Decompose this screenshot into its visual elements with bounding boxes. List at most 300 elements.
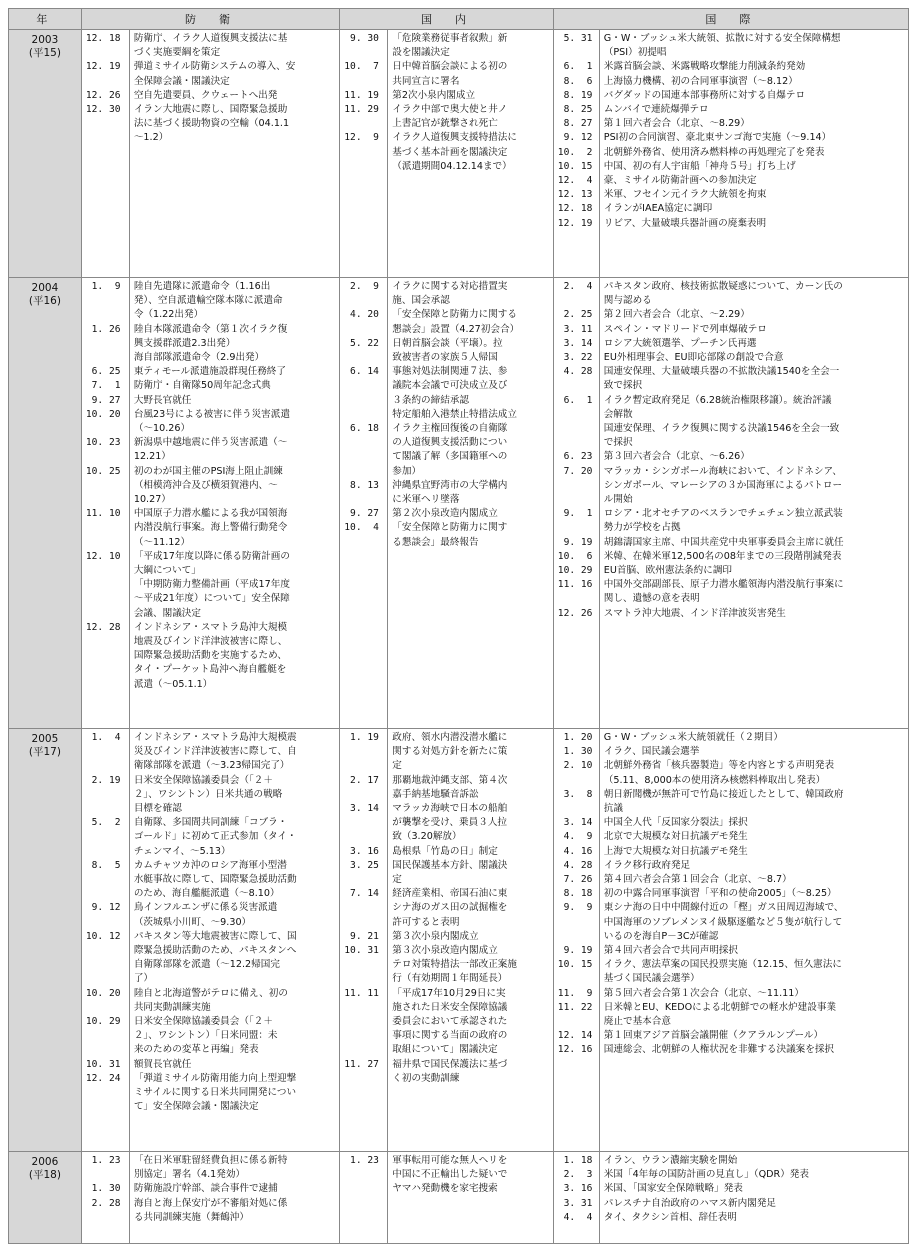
event-date: 10. 7 xyxy=(344,61,379,73)
event-row xyxy=(554,1197,908,1211)
event-row xyxy=(554,958,908,986)
event-date: 12. 18 xyxy=(85,33,121,44)
event-row xyxy=(554,160,908,174)
event-text: イラク主権回復後の自衛隊 の人道復興支援活動につい て閣議了解（多国籍軍への 参加） xyxy=(392,423,508,477)
event-row xyxy=(554,1029,908,1043)
event-date: 11. 9 xyxy=(557,987,593,999)
event-row xyxy=(554,1211,908,1225)
year-block-2004 xyxy=(8,278,909,729)
event-row xyxy=(554,103,908,117)
event-text: 防衛庁・自衛隊50周年記念式典 xyxy=(133,380,271,392)
event-row xyxy=(340,944,553,987)
event-date: 12. 28 xyxy=(85,621,121,633)
event-row xyxy=(554,465,908,508)
event-text: 初のわが国主催のPSI海上阻止訓練 （相模湾沖合及び横須賀港内、～ 10.27） xyxy=(133,465,283,506)
event-row xyxy=(554,351,908,365)
event-row xyxy=(340,32,553,60)
event-date: 12. 19 xyxy=(85,61,121,73)
event-text: 第３次小泉改造内閣成立 テロ対策特措法一部改正案施 行（有効期間１年間延長） xyxy=(392,945,517,985)
event-date: 2. 19 xyxy=(85,774,121,786)
event-date: 6. 14 xyxy=(344,366,379,378)
era-label: (平15) xyxy=(28,47,61,59)
event-text: 福井県で国民保護法に基づ く初の実動訓練 xyxy=(392,1058,508,1084)
event-row xyxy=(82,323,339,366)
event-date: 2. 3 xyxy=(557,1169,593,1181)
event-row xyxy=(554,607,908,621)
event-text: 防衛庁、イラク人道復興支援法に基 づく実施要綱を策定 xyxy=(133,33,288,59)
event-row xyxy=(554,188,908,202)
event-row xyxy=(82,816,339,859)
date-divider xyxy=(129,278,130,728)
event-row xyxy=(554,174,908,188)
event-text: 第１回六者会合（北京、～8.29） xyxy=(603,118,750,130)
event-row xyxy=(554,873,908,887)
event-date: 3. 11 xyxy=(557,323,593,335)
domestic-column xyxy=(340,30,554,277)
event-text: バグダッドの国連本部事務所に対する自爆テロ xyxy=(603,89,806,101)
event-text: 新潟県中越地震に伴う災害派遣（～ 12.21） xyxy=(133,437,288,463)
event-text: イラク、憲法草案の国民投票実施（12.15、恒久憲法に 基づく国民議会選挙） xyxy=(603,959,842,985)
header-international: 国 際 xyxy=(705,13,757,26)
event-row xyxy=(82,621,339,692)
event-row xyxy=(340,422,553,479)
event-row xyxy=(340,365,553,422)
event-date: 12. 13 xyxy=(557,189,593,201)
event-text: 東ティモール派遣施設群現任務終了 xyxy=(133,366,286,378)
event-date: 9. 30 xyxy=(344,33,379,44)
event-row xyxy=(82,930,339,987)
event-date: 8. 5 xyxy=(85,859,121,871)
event-text: 初の中露合同軍事演習「平和の使命2005」（～8.25） xyxy=(603,888,837,900)
event-text: 「安全保障と防衛力に関す る懇談会」最終報告 xyxy=(392,522,508,548)
event-text: パレスチナ自治政府のハマス新内閣発足 xyxy=(603,1197,777,1209)
event-row xyxy=(340,1154,553,1197)
event-row xyxy=(82,1154,339,1182)
event-row xyxy=(554,845,908,859)
event-date: 7. 26 xyxy=(557,874,593,886)
event-text: 東シナ海の日中中間線付近の「樫」ガス田周辺海域で、 中国海軍のソブレメンヌイ級駆逐艦など５隻が航行して いるのを海自P－3Cが確認 xyxy=(603,902,844,942)
event-text: 上海協力機構、初の合同軍事演習（～8.12） xyxy=(603,75,798,87)
event-date: 9. 12 xyxy=(557,132,593,144)
event-text: マラッカ・シンガポール海峡において、インドネシア、 シンガポール、マレーシアの３か国海軍によるパトロー ル開始 xyxy=(603,465,843,506)
event-row xyxy=(554,1154,908,1168)
event-row xyxy=(554,32,908,60)
event-date: 2. 28 xyxy=(85,1197,121,1209)
event-date: 6. 1 xyxy=(557,61,593,73)
event-text: 上海で大規模な対日抗議デモ発生 xyxy=(603,845,748,857)
event-text: タイ、タクシン首相、辞任表明 xyxy=(603,1211,737,1223)
date-divider xyxy=(599,278,600,728)
event-text: 政府、領水内潜没潜水艦に 関する対処方針を新たに策 定 xyxy=(392,732,508,772)
event-text: 陸自と北海道警がテロに備え、初の 共同実動訓練実施 xyxy=(133,987,288,1013)
event-date: 12. 4 xyxy=(557,175,593,187)
event-text: イラク暫定政府発足（6.28統治権限移譲）。統治評議 会解散 国連安保理、イラク復興に関する決議1546を全会一致 で採択 xyxy=(603,394,840,449)
event-text: EU首脳、欧州憲法条約に調印 xyxy=(603,565,733,577)
event-text: 台風23号による被害に伴う災害派遣 （～10.26） xyxy=(133,408,290,435)
header-domestic: 国 内 xyxy=(340,9,554,29)
event-text: 第３次小泉内閣成立 xyxy=(392,930,479,942)
event-date: 12. 30 xyxy=(85,104,121,116)
event-text: ロシア・北オセチアのベスランでチェチェン独立派武装 勢力が学校を占拠 xyxy=(603,508,843,534)
event-date: 9. 19 xyxy=(557,536,593,548)
event-text: 「安全保障と防衛力に関する 懇談会」設置（4.27初会合） xyxy=(392,309,520,335)
event-row xyxy=(554,146,908,160)
event-row xyxy=(340,1058,553,1086)
event-date: 4. 28 xyxy=(557,859,593,871)
year-label: 2003 xyxy=(31,34,59,46)
event-text: 第３回六者会合（北京、～6.26） xyxy=(603,451,750,463)
event-row xyxy=(554,217,908,231)
event-text: カムチャツカ沖のロシア海軍小型潜 水艇事故に際して、国際緊急援助活動 のため、海自艦艇派遣（～8.10） xyxy=(133,859,297,900)
event-text: 国連安保理、大量破壊兵器の不拡散決議1540を全会一 致で採択 xyxy=(603,366,840,392)
event-text: 第４回六者会合第１回会合（北京、～8.7） xyxy=(603,874,792,886)
event-row xyxy=(82,32,339,60)
event-text: 第２回六者会合（北京、～2.29） xyxy=(603,309,750,321)
event-date: 3. 8 xyxy=(557,788,593,800)
event-date: 9. 19 xyxy=(557,945,593,957)
event-text: 軍事転用可能な無人ヘリを 中国に不正輸出した疑いで ヤマハ発動機を家宅捜索 xyxy=(392,1155,508,1195)
event-date: 5. 2 xyxy=(85,817,121,829)
event-date: 12. 16 xyxy=(557,1044,593,1056)
year-block-2005 xyxy=(8,729,909,1152)
event-text: G・W・ブッシュ米大統領就任（２期目） xyxy=(603,732,783,743)
event-text: イラン、ウラン濃縮実験を開始 xyxy=(603,1155,738,1166)
event-date: 3. 16 xyxy=(557,1183,593,1195)
event-row xyxy=(340,930,553,944)
event-text: 空自先遣要員、クウェートへ出発 xyxy=(133,89,278,101)
event-row xyxy=(340,859,553,887)
event-date: 10. 29 xyxy=(557,565,593,577)
event-text: 事態対処法制関連７法、参 議院本会議で可決成立及び ３条約の締結承認 特定船舶入港禁止特措法成立 xyxy=(392,366,517,420)
event-date: 3. 14 xyxy=(557,817,593,829)
international-column xyxy=(554,729,908,1151)
event-row xyxy=(82,465,339,508)
event-date: 4. 16 xyxy=(557,845,593,857)
event-date: 8. 18 xyxy=(557,888,593,900)
event-text: 日米安全保障協議委員会（「２＋ ２」、ワシントン）「日米同盟：未 来のための変革と再編」発表 xyxy=(133,1016,278,1056)
event-text: 米国、「国家安全保障戦略」発表 xyxy=(603,1183,743,1195)
event-text: イラク人道復興支援特措法に 基づく基本計画を閣議決定 （派遣期間04.12.14まで） xyxy=(392,132,517,172)
event-date: 9. 27 xyxy=(85,394,121,406)
event-row xyxy=(554,816,908,830)
event-date: 1. 30 xyxy=(85,1183,121,1195)
event-text: 島根県「竹島の日」制定 xyxy=(392,845,498,857)
event-date: 2. 17 xyxy=(344,774,379,786)
event-row xyxy=(554,507,908,535)
event-text: 日朝首脳会談（平壌）。拉 致被害者の家族５人帰国 xyxy=(392,337,503,364)
event-date: 2. 10 xyxy=(557,760,593,772)
event-row xyxy=(82,1182,339,1196)
defense-column xyxy=(82,30,340,277)
event-date: 12. 19 xyxy=(557,217,593,229)
event-date: 6. 25 xyxy=(85,366,121,378)
event-row xyxy=(82,280,339,323)
date-divider xyxy=(129,30,130,277)
event-row xyxy=(554,131,908,145)
event-date: 1. 26 xyxy=(85,323,121,335)
event-date: 1. 20 xyxy=(557,732,593,743)
event-text: 自衛隊、多国間共同訓練「コブラ・ ゴールド」に初めて正式参加（タイ・ チェンマイ、～5.13） xyxy=(133,817,297,857)
event-date: 10. 31 xyxy=(85,1058,121,1070)
event-text: イラン大地震に際し、国際緊急援助 法に基づく援助物資の空輸（04.1.1 ～1.2） xyxy=(133,104,290,144)
event-row xyxy=(340,479,553,507)
event-text: 米国「4年毎の国防計画の見直し」（QDR）発表 xyxy=(603,1169,809,1181)
event-date: 10. 25 xyxy=(85,465,121,477)
year-label: 2006 xyxy=(31,1156,59,1168)
international-column xyxy=(554,278,908,728)
date-divider xyxy=(599,30,600,277)
event-date: 11. 16 xyxy=(557,579,593,591)
event-date: 4. 9 xyxy=(557,831,593,843)
event-date: 3. 14 xyxy=(557,337,593,349)
event-text: 北朝鮮外務省「核兵器製造」等を内容とする声明発表 （5.11、8,000本の使用済み核燃料棒取出し発表） xyxy=(603,760,835,786)
event-row xyxy=(82,436,339,464)
event-row xyxy=(554,1182,908,1196)
event-text: パキスタン等大地震被害に際して、国 際緊急援助活動のため、パキスタンへ 自衛隊部隊を派遣（～12.2帰国完 了） xyxy=(133,930,297,985)
year-cell xyxy=(9,30,82,277)
event-date: 5. 31 xyxy=(557,33,593,44)
era-label: (平16) xyxy=(28,295,61,307)
event-text: 日米韓とEU、KEDOによる北朝鮮での軽水炉建設事業 廃止で基本合意 xyxy=(603,1001,837,1028)
event-date: 3. 16 xyxy=(344,845,379,857)
event-row xyxy=(82,774,339,817)
event-text: 中国原子力潜水艦による我が国領海 内潜没航行事案。海上警備行動発令 （～11.12） xyxy=(133,508,288,548)
event-row xyxy=(554,536,908,550)
event-date: 10. 4 xyxy=(344,522,379,534)
event-row xyxy=(554,550,908,564)
event-text: EU外相理事会、EU即応部隊の創設で合意 xyxy=(603,352,784,364)
event-text: 日中韓首脳会談による初の 共同宣言に署名 xyxy=(392,61,508,87)
event-date: 12. 14 xyxy=(557,1030,593,1042)
event-date: 7. 1 xyxy=(85,380,121,392)
event-text: 第２次小泉改造内閣成立 xyxy=(392,508,498,520)
event-date: 10. 12 xyxy=(85,930,121,942)
event-text: 日米安全保障協議委員会（「２＋ ２」、ワシントン）日米共通の戦略 目標を確認 xyxy=(133,774,283,815)
event-date: 11. 11 xyxy=(344,987,379,999)
event-row xyxy=(340,507,553,521)
year-label: 2004 xyxy=(31,282,59,294)
event-row xyxy=(554,60,908,74)
event-text: 陸自先遣隊に派遣命令（1.16出 発）、空自派遣輸空隊本隊に派遣命 令（1.22出発） xyxy=(133,281,283,321)
event-text: PSI初の合同演習、豪北東サンゴ海で実施（～9.14） xyxy=(603,132,832,144)
event-row xyxy=(554,987,908,1001)
event-date: 4. 28 xyxy=(557,366,593,378)
event-date: 3. 31 xyxy=(557,1197,593,1209)
event-text: 中国外交部副部長、原子力潜水艦領海内潜没航行事案に 関し、遺憾の意を表明 xyxy=(603,579,844,605)
event-text: 第５回六者会合第１次会合（北京、～11.11） xyxy=(603,987,804,999)
event-date: 11. 22 xyxy=(557,1001,593,1013)
event-date: 12. 9 xyxy=(344,132,379,144)
event-date: 3. 25 xyxy=(344,859,379,871)
event-row xyxy=(554,887,908,901)
era-label: (平17) xyxy=(28,746,61,758)
event-row xyxy=(82,859,339,902)
date-divider xyxy=(129,1152,130,1243)
event-row xyxy=(554,1168,908,1182)
event-text: イランがIAEA協定に調印 xyxy=(603,203,713,215)
event-row xyxy=(340,731,553,774)
event-row xyxy=(340,887,553,930)
event-row xyxy=(82,731,339,774)
domestic-column xyxy=(340,278,554,728)
event-text: 陸自本隊派遣命令（第１次イラク復 興支援群派遣2.3出発） 海自部隊派遣命令（2.9出発） xyxy=(133,323,288,364)
event-text: リビア、大量破壊兵器計画の廃棄表明 xyxy=(603,217,767,229)
event-date: 9. 12 xyxy=(85,902,121,914)
event-text: 「危険業務従事者叙勲」新 設を閣議決定 xyxy=(392,33,508,59)
event-row xyxy=(82,379,339,393)
event-row xyxy=(554,75,908,89)
event-text: スマトラ沖大地震、インド洋津波災害発生 xyxy=(603,607,786,619)
event-row xyxy=(554,89,908,103)
event-text: 「弾道ミサイル防衛用能力向上型迎撃 ミサイルに関する日米共同開発につい て」安全保障会議・閣議決定 xyxy=(133,1072,297,1113)
event-row xyxy=(82,365,339,379)
event-text: 第１回東アジア首脳会議開催（クアラルンプール） xyxy=(603,1030,824,1042)
event-text: 朝日新聞機が無許可で竹島に接近したとして、韓国政府 抗議 xyxy=(603,788,844,815)
event-row xyxy=(82,1015,339,1058)
event-text: 北朝鮮外務省、使用済み燃料棒の再処理完了を発表 xyxy=(603,146,825,158)
domestic-column xyxy=(340,1152,554,1243)
event-row xyxy=(82,901,339,929)
event-row xyxy=(340,60,553,88)
year-cell xyxy=(9,729,82,1151)
event-date: 1. 9 xyxy=(85,281,121,292)
year-cell xyxy=(9,278,82,728)
event-row xyxy=(340,89,553,103)
date-divider xyxy=(387,278,388,728)
event-row xyxy=(554,308,908,322)
event-text: 米軍、フセイン元イラク大統領を拘束 xyxy=(603,189,767,201)
event-row xyxy=(554,202,908,216)
event-row xyxy=(82,550,339,621)
event-text: 胡錦濤国家主席、中国共産党中央軍事委員会主席に就任 xyxy=(603,536,844,548)
event-date: 8. 25 xyxy=(557,104,593,116)
event-text: マラッカ海峡で日本の船舶 が襲撃を受け、乗員３人拉 致（3.20解放） xyxy=(392,803,508,843)
event-row xyxy=(82,408,339,436)
event-date: 10. 2 xyxy=(557,146,593,158)
event-text: 那覇地裁沖縄支部、第４次 嘉手納基地騒音訴訟 xyxy=(392,774,508,800)
event-date: 8. 13 xyxy=(344,479,379,491)
event-text: 米韓、在韓米軍12,500名の08年までの三段階削減発表 xyxy=(603,550,842,562)
event-row xyxy=(554,1043,908,1057)
event-row xyxy=(340,131,553,174)
event-date: 2. 4 xyxy=(557,281,593,292)
event-row xyxy=(340,802,553,845)
event-date: 10. 29 xyxy=(85,1016,121,1028)
event-row xyxy=(340,280,553,308)
event-date: 9. 21 xyxy=(344,930,379,942)
date-divider xyxy=(599,1152,600,1243)
event-row xyxy=(340,987,553,1058)
event-row xyxy=(554,788,908,816)
event-date: 10. 20 xyxy=(85,408,121,420)
event-row xyxy=(554,731,908,745)
event-text: スペイン・マドリードで列車爆破テロ xyxy=(603,323,767,335)
event-date: 4. 4 xyxy=(557,1211,593,1223)
event-row xyxy=(340,103,553,131)
event-text: インドネシア・スマトラ島沖大規模 地震及びインド洋津波被害に際し、 国際緊急援助活動を実施するため、 タイ・プーケット島沖へ海自艦艇を 派遣（～05.1.1） xyxy=(133,621,288,690)
event-date: 7. 14 xyxy=(344,888,379,900)
event-date: 10. 15 xyxy=(557,959,593,971)
event-date: 10. 20 xyxy=(85,987,121,999)
event-text: G・W・ブッシュ米大統領、拡散に対する安全保障構想 （PSI）初提唱 xyxy=(603,33,841,59)
event-date: 6. 23 xyxy=(557,451,593,463)
event-row xyxy=(554,337,908,351)
event-row xyxy=(554,830,908,844)
event-row xyxy=(82,507,339,550)
event-text: 第2次小泉内閣成立 xyxy=(392,89,476,101)
event-date: 3. 22 xyxy=(557,352,593,364)
event-text: イラクに関する対応措置実 施、国会承認 xyxy=(392,281,508,307)
event-date: 10. 6 xyxy=(557,550,593,562)
date-divider xyxy=(387,1152,388,1243)
table-header xyxy=(8,8,909,30)
event-text: 防衛施設庁幹部、談合事件で逮捕 xyxy=(133,1183,278,1195)
date-divider xyxy=(599,729,600,1151)
year-block-2003 xyxy=(8,30,909,278)
header-defense: 防 衛 xyxy=(82,9,340,29)
event-row xyxy=(554,944,908,958)
year-cell xyxy=(9,1152,82,1243)
event-row xyxy=(82,1197,339,1225)
event-date: 12. 24 xyxy=(85,1072,121,1084)
event-date: 9. 27 xyxy=(344,508,379,520)
event-text: 沖縄県宜野湾市の大学構内 に米軍ヘリ墜落 xyxy=(392,479,508,506)
event-text: 北京で大規模な対日抗議デモ発生 xyxy=(603,831,748,843)
event-text: イラク中部で奥大使と井ノ 上書記官が銃撃され死亡 xyxy=(392,104,508,130)
domestic-column xyxy=(340,729,554,1151)
event-row xyxy=(340,308,553,336)
event-text: 「平成17年度以降に係る防衛計画の 大綱について」 「中期防衛力整備計画（平成17年度 ～平成21年度）について」安全保障 会議、閣議決定 xyxy=(133,550,290,619)
event-date: 8. 27 xyxy=(557,118,593,130)
event-date: 7. 20 xyxy=(557,465,593,477)
era-label: (平18) xyxy=(28,1169,61,1181)
event-date: 10. 15 xyxy=(557,160,593,172)
event-date: 11. 27 xyxy=(344,1058,379,1070)
event-row xyxy=(82,60,339,88)
defense-column xyxy=(82,729,340,1151)
event-text: ロシア大統領選挙、プーチン氏再選 xyxy=(603,337,757,349)
event-text: 「平成17年10月29日に実 施された日米安全保障協議 委員会において承認された 事項に関する当面の政府の 取組について」閣議決定 xyxy=(392,987,508,1056)
event-row xyxy=(554,901,908,944)
event-row xyxy=(554,450,908,464)
event-date: 1. 18 xyxy=(557,1155,593,1166)
event-date: 1. 4 xyxy=(85,732,121,743)
event-date: 2. 25 xyxy=(557,309,593,321)
event-text: ムンバイで連続爆弾テロ xyxy=(603,104,709,116)
year-label: 2005 xyxy=(31,733,59,745)
event-date: 12. 26 xyxy=(85,89,121,101)
event-date: 11. 10 xyxy=(85,508,121,520)
event-text: 弾道ミサイル防衛システムの導入、安 全保障会議・閣議決定 xyxy=(133,61,296,87)
event-date: 5. 22 xyxy=(344,337,379,349)
event-row xyxy=(82,987,339,1015)
event-text: パキスタン政府、核技術拡散疑惑について、カーン氏の 関与認める xyxy=(603,281,843,307)
event-date: 12. 26 xyxy=(557,607,593,619)
event-row xyxy=(82,394,339,408)
event-text: 経済産業相、帝国石油に東 シナ海のガス田の試掘権を 許可すると表明 xyxy=(392,888,508,928)
event-row xyxy=(554,578,908,606)
event-date: 12. 10 xyxy=(85,550,121,562)
event-date: 10. 23 xyxy=(85,437,121,449)
event-date: 4. 20 xyxy=(344,309,379,321)
event-text: 鳥インフルエンザに係る災害派遣 （茨城県小川町、～9.30） xyxy=(133,902,278,928)
event-text: 大野長官就任 xyxy=(133,394,192,406)
event-text: 「在日米軍駐留経費負担に係る新特 別協定」署名（4.1発効） xyxy=(133,1155,288,1181)
chronology-table xyxy=(8,8,909,1244)
event-row xyxy=(340,774,553,802)
event-date: 6. 18 xyxy=(344,423,379,435)
event-row xyxy=(340,845,553,859)
